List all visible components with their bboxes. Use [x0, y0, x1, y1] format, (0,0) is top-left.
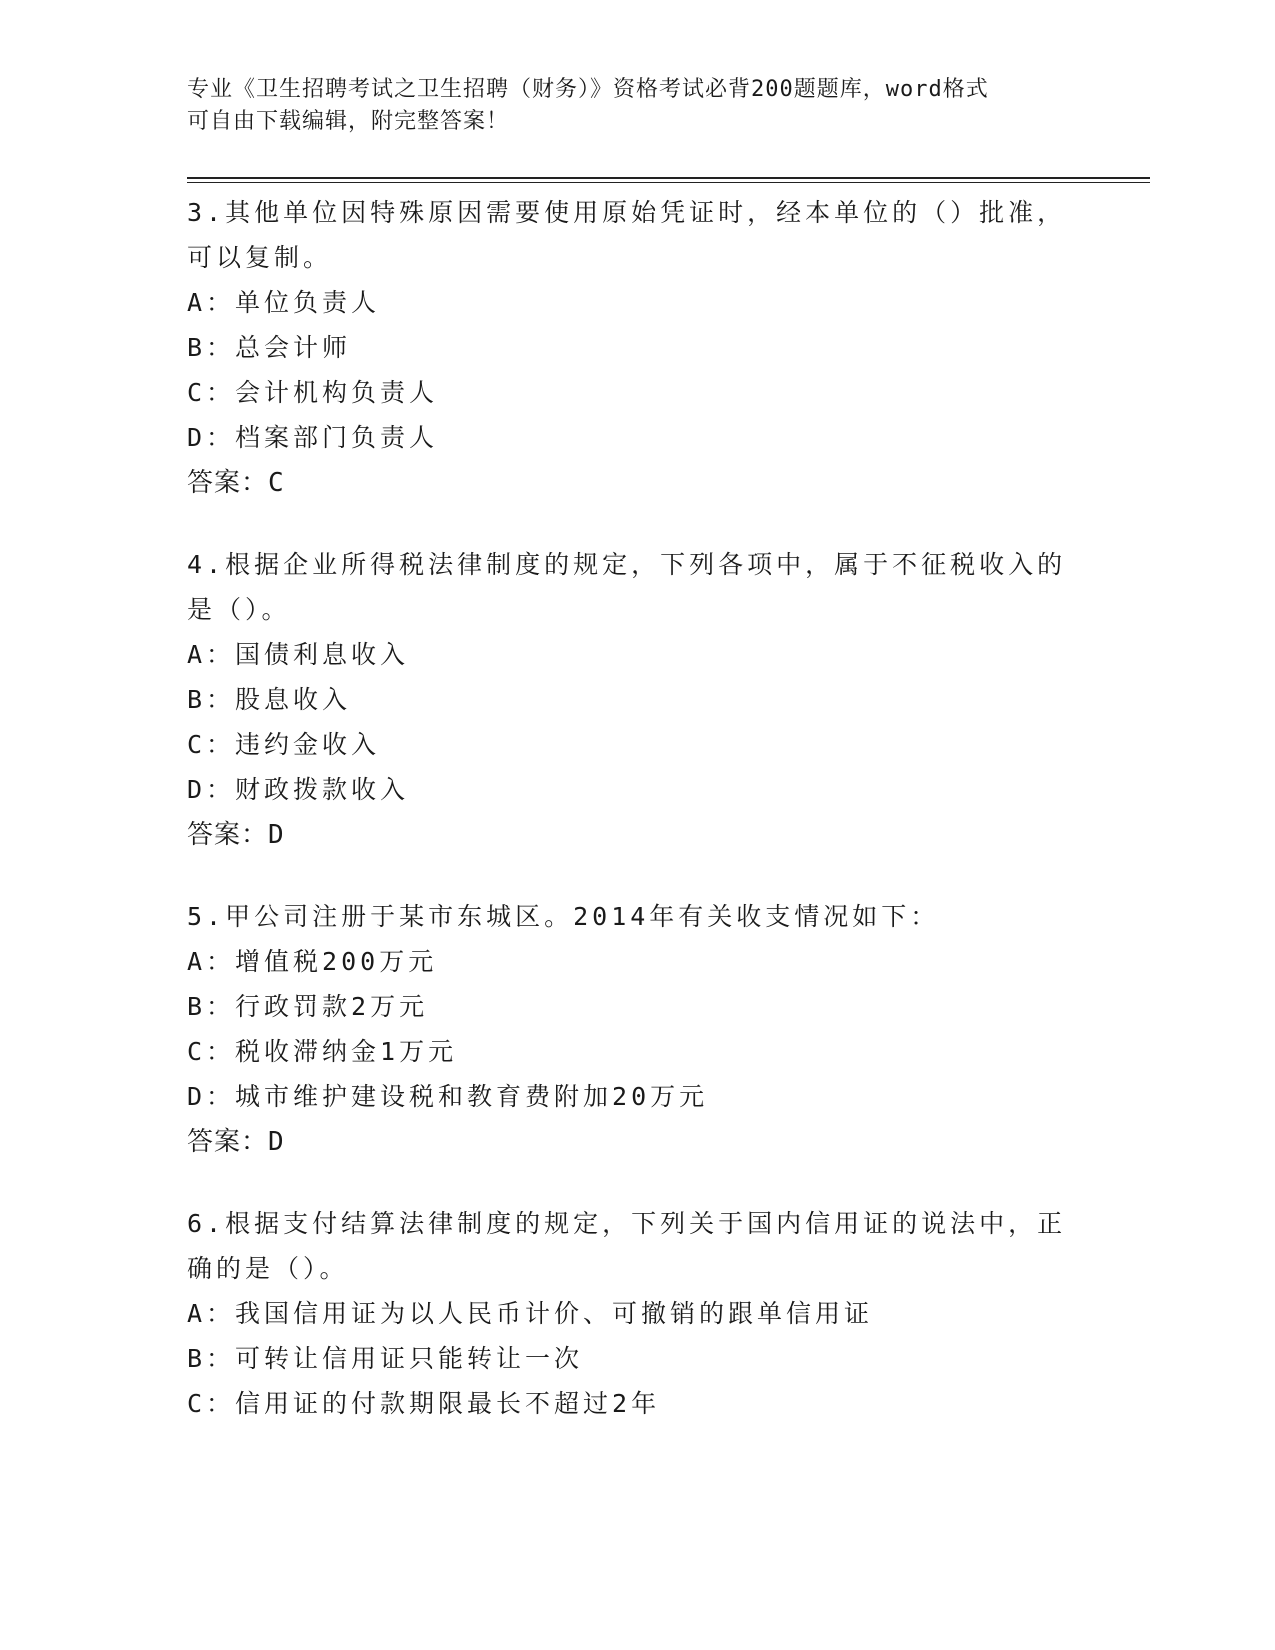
option-d: D：财政拨款收入: [187, 775, 410, 804]
header-divider-thin: [187, 182, 1150, 183]
option-b: B：行政罚款2万元: [187, 992, 429, 1021]
option-b: B：可转让信用证只能转让一次: [187, 1344, 584, 1373]
question-stem: 4.根据企业所得税法律制度的规定，下列各项中，属于不征税收入的: [187, 550, 1067, 579]
option-c: C：会计机构负责人: [187, 378, 439, 407]
question-5: [187, 894, 1067, 1165]
question-stem: 6.根据支付结算法律制度的规定，下列关于国内信用证的说法中，正: [187, 1209, 1067, 1238]
question-stem-continued: 可以复制。: [187, 243, 333, 272]
document-header: [187, 74, 1087, 138]
answer-line: 答案：C: [187, 468, 285, 498]
option-c: C：信用证的付款期限最长不超过2年: [187, 1389, 661, 1418]
option-a: A：我国信用证为以人民币计价、可撤销的跟单信用证: [187, 1299, 874, 1328]
option-a: A：增值税200万元: [187, 947, 438, 976]
question-6: [187, 1201, 1067, 1426]
question-stem: 5.甲公司注册于某市东城区。2014年有关收支情况如下：: [187, 902, 940, 931]
question-4: [187, 542, 1067, 858]
option-d: D：档案部门负责人: [187, 423, 439, 452]
question-stem-continued: 是（）。: [187, 595, 291, 624]
option-c: C：税收滞纳金1万元: [187, 1037, 458, 1066]
header-divider-thick: [187, 177, 1150, 179]
question-3: [187, 190, 1067, 506]
answer-line: 答案：D: [187, 820, 285, 850]
question-stem: 3.其他单位因特殊原因需要使用原始凭证时，经本单位的（）批准，: [187, 198, 1067, 227]
header-line-2: 可自由下载编辑，附完整答案！: [187, 109, 510, 134]
option-a: A：国债利息收入: [187, 640, 410, 669]
option-b: B：股息收入: [187, 685, 352, 714]
option-b: B：总会计师: [187, 333, 352, 362]
question-list: [187, 190, 1067, 1462]
answer-line: 答案：D: [187, 1127, 285, 1157]
option-c: C：违约金收入: [187, 730, 381, 759]
option-d: D：城市维护建设税和教育费附加20万元: [187, 1082, 709, 1111]
question-stem-continued: 确的是（）。: [187, 1254, 349, 1283]
option-a: A：单位负责人: [187, 288, 381, 317]
header-line-1: 专业《卫生招聘考试之卫生招聘（财务）》资格考试必背200题题库，word格式: [187, 77, 989, 102]
